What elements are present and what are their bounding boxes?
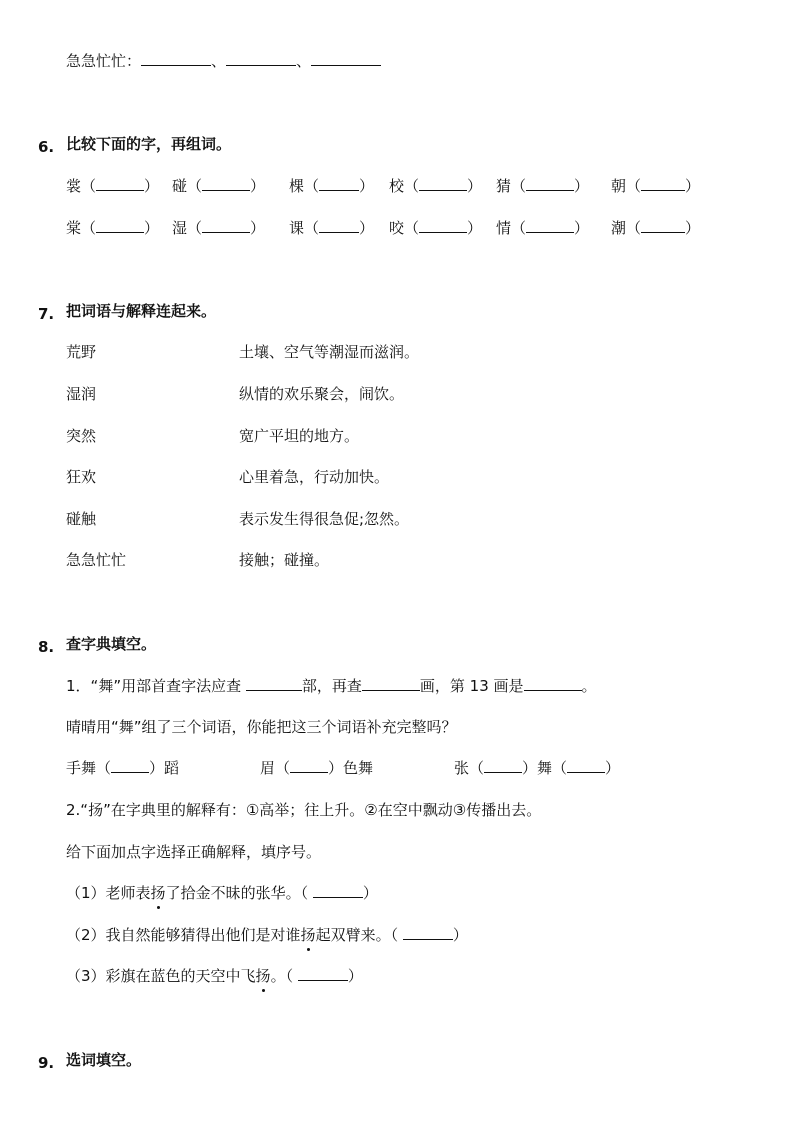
separator: 、 [296, 52, 312, 70]
char: 裳 [66, 177, 82, 195]
char: 情 [496, 219, 512, 237]
meaning-item[interactable]: 纵情的欢乐聚会，闹饮。 [239, 385, 405, 403]
question-number: 6. [38, 138, 55, 156]
word-item[interactable]: 湿润 [66, 385, 97, 403]
text: 手舞（ [66, 759, 112, 777]
char: 朝 [611, 177, 627, 195]
text: ） [347, 967, 363, 985]
blank[interactable] [641, 176, 685, 191]
q8-instruction: 给下面加点字选择正确解释，填序号。 [66, 843, 322, 861]
text: （3）彩旗在蓝色的天空中飞 [66, 967, 256, 985]
q8-word-3 [454, 758, 620, 778]
paren-open: （ [626, 219, 642, 237]
paren-open: （ [81, 177, 97, 195]
blank[interactable] [319, 218, 359, 233]
paren-open: （ [404, 219, 420, 237]
text: 。（ [270, 967, 294, 985]
paren-close: ） [467, 219, 483, 237]
blank[interactable] [641, 218, 685, 233]
text: ）舞（ [522, 759, 568, 777]
char: 湿 [172, 219, 188, 237]
blank[interactable] [319, 176, 359, 191]
char-blank-pair [496, 218, 589, 238]
paren-open: （ [304, 177, 320, 195]
paren-close: ） [467, 177, 483, 195]
char: 校 [389, 177, 405, 195]
q8-sentence-1 [66, 883, 378, 903]
paren-open: （ [81, 219, 97, 237]
char: 猜 [496, 177, 512, 195]
char-blank-pair [389, 176, 482, 196]
paren-close: ） [359, 177, 375, 195]
word-item[interactable]: 狂欢 [66, 468, 97, 486]
blank[interactable] [524, 676, 582, 691]
text: 1．“舞”用部首查字法应查 [66, 677, 242, 695]
blank[interactable] [362, 676, 420, 691]
text: （2）我自然能够猜得出他们是对谁 [66, 926, 301, 944]
text: 张（ [454, 759, 485, 777]
char: 棠 [66, 219, 82, 237]
blank[interactable] [311, 51, 381, 66]
question-title: 比较下面的字，再组词。 [66, 135, 232, 153]
text: 了拾金不昧的张华。（ [165, 884, 309, 902]
blank[interactable] [290, 758, 328, 773]
char-blank-pair [611, 176, 700, 196]
q8-sentence-3 [66, 966, 363, 986]
char: 潮 [611, 219, 627, 237]
paren-close: ） [144, 219, 160, 237]
blank[interactable] [419, 176, 467, 191]
paren-open: （ [404, 177, 420, 195]
meaning-item[interactable]: 心里着急，行动加快。 [239, 468, 390, 486]
paren-open: （ [304, 219, 320, 237]
word-item[interactable]: 荒野 [66, 343, 97, 361]
text: ）蹈 [149, 759, 180, 777]
separator: 、 [211, 52, 227, 70]
dotted-char: 扬 [300, 926, 316, 944]
top-line-label: 急急忙忙： [66, 52, 142, 70]
text: 画，第 13 画是 [419, 677, 524, 695]
question-title: 把词语与解释连起来。 [66, 302, 217, 320]
char-blank-pair [611, 218, 700, 238]
question-title: 选词填空。 [66, 1051, 142, 1069]
blank[interactable] [567, 758, 605, 773]
meaning-item[interactable]: 土壤、空气等潮湿而滋润。 [239, 343, 420, 361]
dotted-char: 扬 [150, 884, 166, 902]
q8-sentence-2 [66, 925, 468, 945]
blank[interactable] [419, 218, 467, 233]
q8-part1 [66, 676, 597, 696]
paren-close: ） [685, 177, 701, 195]
blank[interactable] [403, 925, 453, 940]
blank[interactable] [96, 218, 144, 233]
blank[interactable] [202, 218, 250, 233]
paren-close: ） [685, 219, 701, 237]
text: ） [605, 759, 621, 777]
paren-open: （ [187, 219, 203, 237]
text: ） [362, 884, 378, 902]
text: （1）老师表 [66, 884, 151, 902]
paren-open: （ [626, 177, 642, 195]
text: ） [452, 926, 468, 944]
paren-close: ） [574, 177, 590, 195]
word-item[interactable]: 急急忙忙 [66, 551, 127, 569]
char: 课 [289, 219, 305, 237]
paren-close: ） [250, 219, 266, 237]
paren-close: ） [359, 219, 375, 237]
char-blank-pair [172, 176, 265, 196]
blank[interactable] [526, 218, 574, 233]
char-blank-pair [289, 176, 374, 196]
blank[interactable] [298, 966, 348, 981]
paren-close: ） [250, 177, 266, 195]
top-line [66, 51, 381, 71]
question-number: 9. [38, 1054, 55, 1072]
meaning-item[interactable]: 表示发生得很急促;忽然。 [239, 510, 410, 528]
char-blank-pair [66, 176, 159, 196]
text: 眉（ [260, 759, 291, 777]
paren-close: ） [574, 219, 590, 237]
blank[interactable] [226, 51, 296, 66]
blank[interactable] [141, 51, 211, 66]
paren-open: （ [187, 177, 203, 195]
question-number: 7. [38, 305, 55, 323]
char-blank-pair [289, 218, 374, 238]
char-blank-pair [172, 218, 265, 238]
dotted-char: 扬 [255, 967, 271, 985]
paren-open: （ [511, 219, 527, 237]
text: 。 [581, 677, 597, 695]
blank[interactable] [246, 676, 302, 691]
blank[interactable] [526, 176, 574, 191]
text: 起双臂来。（ [315, 926, 399, 944]
question-number: 8. [38, 638, 55, 656]
char-blank-pair [389, 218, 482, 238]
q8-definition: 2.“扬”在字典里的解释有：①高举；往上升。②在空中飘动③传播出去。 [66, 801, 542, 819]
char: 碰 [172, 177, 188, 195]
q8-word-2 [260, 758, 373, 778]
blank[interactable] [313, 883, 363, 898]
paren-open: （ [511, 177, 527, 195]
blank[interactable] [484, 758, 522, 773]
text: 部，再查 [301, 677, 362, 695]
blank[interactable] [111, 758, 149, 773]
meaning-item[interactable]: 接触；碰撞。 [239, 551, 330, 569]
char: 咬 [389, 219, 405, 237]
question-title: 查字典填空。 [66, 635, 157, 653]
word-item[interactable]: 突然 [66, 427, 97, 445]
char: 棵 [289, 177, 305, 195]
blank[interactable] [96, 176, 144, 191]
paren-close: ） [144, 177, 160, 195]
char-blank-pair [496, 176, 589, 196]
q8-prompt: 晴晴用“舞”组了三个词语，你能把这三个词语补充完整吗？ [66, 718, 457, 736]
blank[interactable] [202, 176, 250, 191]
text: ）色舞 [328, 759, 374, 777]
q8-word-1 [66, 758, 179, 778]
char-blank-pair [66, 218, 159, 238]
word-item[interactable]: 碰触 [66, 510, 97, 528]
meaning-item[interactable]: 宽广平坦的地方。 [239, 427, 360, 445]
